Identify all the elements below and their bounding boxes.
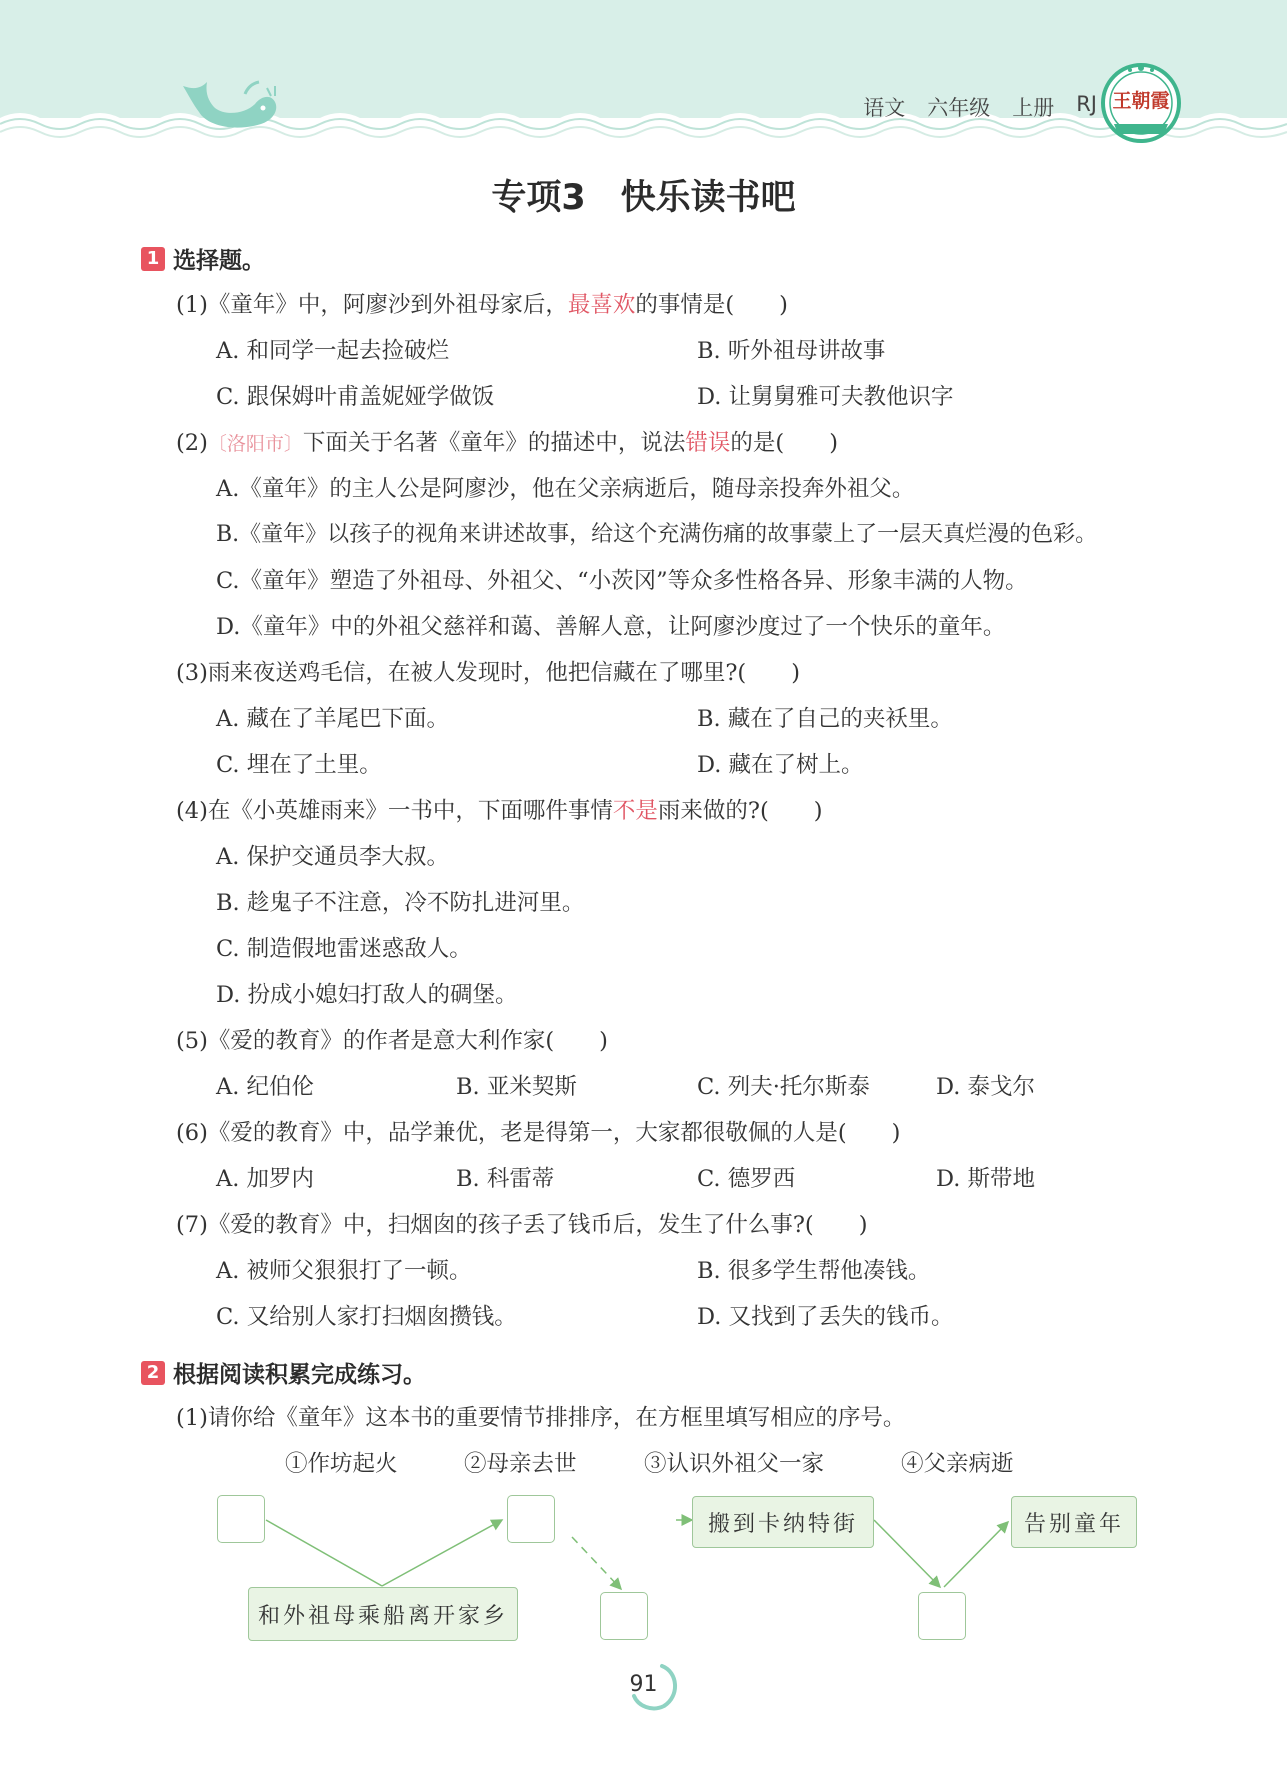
question-4-highlight: 不是: [612, 798, 658, 824]
label-leave-home: 和外祖母乘船离开家乡: [248, 1587, 518, 1641]
q1-option-c[interactable]: C. 跟保姆叶甫盖妮娅学做饭: [216, 384, 495, 410]
section-1-title: 选择题。: [173, 248, 265, 274]
volume-label: 上册: [1012, 96, 1055, 120]
q7-option-c[interactable]: C. 又给别人家打扫烟囱攒钱。: [216, 1304, 517, 1330]
question-6: (6)《爱的教育》中，品学兼优，老是得第一，大家都很敬佩的人是( ): [176, 1120, 901, 1146]
question-2-source-tag: 〔洛阳市〕: [207, 433, 303, 455]
q2-option-b[interactable]: B.《童年》以孩子的视角来讲述故事，给这个充满伤痛的故事蒙上了一层天真烂漫的色彩。: [216, 522, 1098, 547]
q6-option-a[interactable]: A. 加罗内: [216, 1166, 315, 1192]
question-7: (7)《爱的教育》中，扫烟囱的孩子丢了钱币后，发生了什么事?( ): [176, 1212, 868, 1238]
q2-option-a[interactable]: A.《童年》的主人公是阿廖沙，他在父亲病逝后，随母亲投奔外祖父。: [216, 476, 915, 502]
question-2-highlight: 错误: [685, 430, 731, 456]
plot-option-2: ②母亲去世: [464, 1451, 577, 1477]
section-1-heading: [141, 242, 265, 275]
q4-option-d[interactable]: D. 扮成小媳妇打敌人的碉堡。: [216, 982, 518, 1008]
q3-option-a[interactable]: A. 藏在了羊尾巴下面。: [216, 706, 450, 732]
question-4-tail: 雨来做的?( ): [657, 798, 823, 824]
section-2-title: 根据阅读积累完成练习。: [173, 1362, 426, 1388]
question-2-number: (2): [176, 430, 208, 456]
section-1-number: 1: [141, 247, 165, 271]
question-2-tail: 的是( ): [730, 430, 838, 456]
plot-option-1: ①作坊起火: [285, 1451, 398, 1477]
section-2-question-1: (1)请你给《童年》这本书的重要情节排排序，在方框里填写相应的序号。: [176, 1405, 906, 1431]
question-1: [176, 287, 788, 319]
question-4: [176, 793, 823, 825]
page-title: 专项3 快乐读书吧: [491, 178, 796, 218]
q7-option-a[interactable]: A. 被师父狠狠打了一顿。: [216, 1258, 472, 1284]
sequence-box-4[interactable]: [918, 1592, 966, 1640]
logo-text: 王朝霞: [1112, 90, 1170, 112]
sequence-box-3[interactable]: [600, 1592, 648, 1640]
q3-option-b[interactable]: B. 藏在了自己的夹袄里。: [697, 706, 953, 732]
q7-option-d[interactable]: D. 又找到了丢失的钱币。: [697, 1304, 954, 1330]
q1-option-b[interactable]: B. 听外祖母讲故事: [697, 338, 886, 364]
q3-option-c[interactable]: C. 埋在了土里。: [216, 752, 382, 778]
q4-option-a[interactable]: A. 保护交通员李大叔。: [216, 844, 450, 870]
question-5: (5)《爱的教育》的作者是意大利作家( ): [176, 1028, 608, 1054]
q2-option-d[interactable]: D.《童年》中的外祖父慈祥和蔼、善解人意，让阿廖沙度过了一个快乐的童年。: [216, 614, 1006, 640]
q5-option-d[interactable]: D. 泰戈尔: [936, 1074, 1036, 1100]
sequence-box-1[interactable]: [217, 1495, 265, 1543]
page-header: [0, 0, 1287, 150]
grade-label: 六年级: [927, 96, 991, 120]
brand-seal-logo: [1100, 62, 1182, 144]
q6-option-b[interactable]: B. 科雷蒂: [456, 1166, 555, 1192]
question-1-highlight: 最喜欢: [567, 292, 636, 318]
plot-option-3: ③认识外祖父一家: [644, 1451, 825, 1477]
edition-label: RJ: [1076, 92, 1097, 116]
question-1-text: (1)《童年》中，阿廖沙到外祖母家后，: [176, 292, 568, 318]
arrow-box1-to-label: [266, 1520, 382, 1586]
label-move-street: 搬到卡纳特街: [692, 1496, 874, 1548]
question-3: (3)雨来夜送鸡毛信，在被人发现时，他把信藏在了哪里?( ): [176, 660, 800, 686]
q4-option-b[interactable]: B. 趁鬼子不注意，冷不防扎进河里。: [216, 890, 585, 916]
q5-option-a[interactable]: A. 纪伯伦: [216, 1074, 315, 1100]
whale-icon: [175, 74, 285, 134]
plot-option-4: ④父亲病逝: [901, 1451, 1014, 1477]
q5-option-b[interactable]: B. 亚米契斯: [456, 1074, 577, 1100]
question-2: [176, 425, 838, 457]
header-meta: [863, 92, 1097, 122]
arrow-box2-to-box3: [572, 1537, 621, 1589]
q2-option-c[interactable]: C.《童年》塑造了外祖母、外祖父、“小茨冈”等众多性格各异、形象丰满的人物。: [216, 568, 1028, 594]
page-number: 91: [629, 1672, 658, 1697]
arrow-label-to-box2: [382, 1520, 502, 1586]
arrow-box4-to-farewell: [944, 1522, 1008, 1587]
question-1-tail: 的事情是( ): [635, 292, 788, 318]
arrow-move-to-box4: [874, 1520, 940, 1587]
q1-option-d[interactable]: D. 让舅舅雅可夫教他识字: [697, 384, 954, 410]
section-2-heading: [141, 1356, 426, 1389]
q6-option-d[interactable]: D. 斯带地: [936, 1166, 1036, 1192]
q4-option-c[interactable]: C. 制造假地雷迷惑敌人。: [216, 936, 472, 962]
q7-option-b[interactable]: B. 很多学生帮他凑钱。: [697, 1258, 931, 1284]
question-2-text: 下面关于名著《童年》的描述中，说法: [302, 430, 686, 456]
q3-option-d[interactable]: D. 藏在了树上。: [697, 752, 864, 778]
q1-option-a[interactable]: A. 和同学一起去捡破烂: [216, 338, 450, 364]
section-2-number: 2: [141, 1361, 165, 1385]
subject-label: 语文: [863, 96, 906, 120]
q6-option-c[interactable]: C. 德罗西: [697, 1166, 796, 1192]
label-farewell-childhood: 告别童年: [1011, 1496, 1137, 1548]
sequence-box-2[interactable]: [507, 1495, 555, 1543]
question-4-text: (4)在《小英雄雨来》一书中，下面哪件事情: [176, 798, 613, 824]
q5-option-c[interactable]: C. 列夫·托尔斯泰: [697, 1074, 870, 1100]
